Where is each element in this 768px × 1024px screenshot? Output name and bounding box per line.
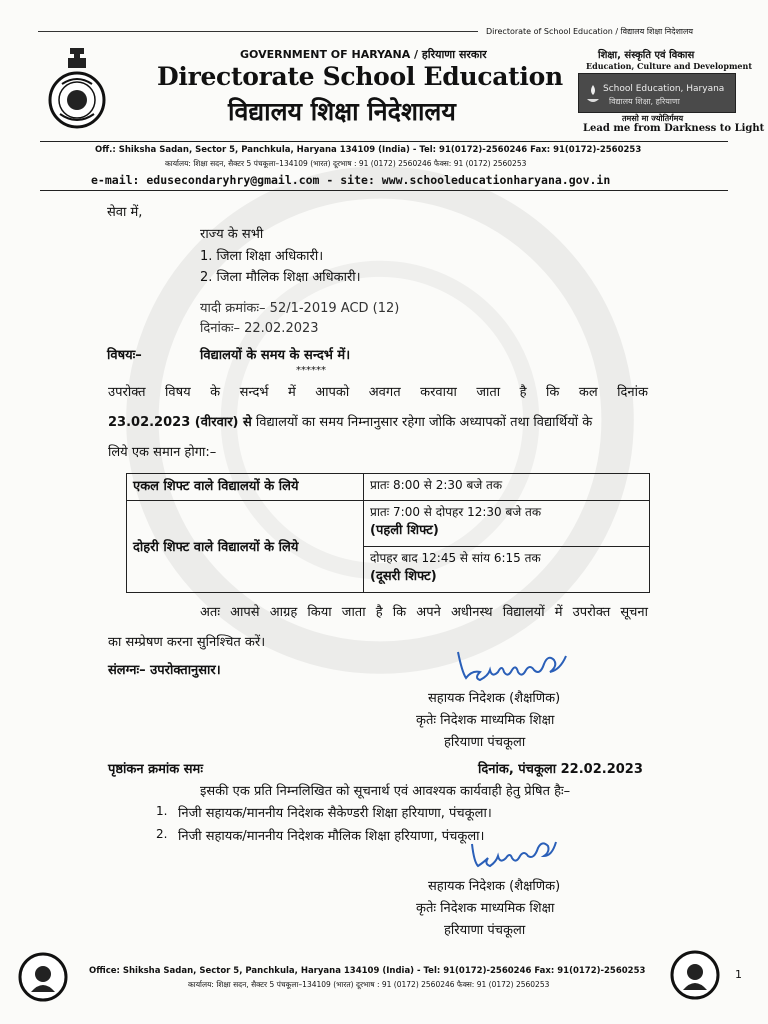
para1-line3: लिये एक समान होगा:– bbox=[108, 445, 217, 460]
footer-address-hi: कार्यालय: शिक्षा सदन, सैक्टर 5 पंचकूला–134109 (भारत) दूरभाष : 91 (0172) 2560246 फैक्स: 91 (0172) 2560253 bbox=[188, 980, 550, 989]
table-row bbox=[127, 500, 650, 546]
government-label: GOVERNMENT OF HARYANA / हरियाणा सरकार bbox=[240, 48, 487, 61]
haryana-emblem bbox=[48, 44, 106, 130]
header-rule-2 bbox=[40, 190, 728, 191]
subject-text: विद्यालयों के समय के सन्दर्भ में। bbox=[200, 348, 351, 363]
single-shift-time: प्रातः 8:00 से 2:30 बजे तक bbox=[364, 474, 650, 501]
copy-item-2: निजी सहायक/माननीय निदेशक मौलिक शिक्षा हरियाणा, पंचकूला। bbox=[178, 829, 485, 844]
recipient-2: 2. जिला मौलिक शिक्षा अधिकारी। bbox=[200, 270, 361, 285]
subject-label: विषयः– bbox=[107, 348, 142, 363]
signatory2-place: हरियाणा पंचकूला bbox=[444, 923, 526, 938]
para2-line2: का सम्प्रेषण करना सुनिश्चित करें। bbox=[108, 635, 266, 650]
signatory-place: हरियाणा पंचकूला bbox=[444, 735, 526, 750]
para1-line2: 23.02.2023 (वीरवार) से विद्यालयों का समय निम्नानुसार रहेगा जोकि अध्यापकों तथा विद्यार्थियों के bbox=[108, 415, 593, 430]
recipient-1: 1. जिला शिक्षा अधिकारी। bbox=[200, 249, 324, 264]
lamp-icon bbox=[583, 81, 603, 105]
stars: ****** bbox=[296, 365, 326, 376]
school-timing-table bbox=[126, 473, 650, 593]
tagline-en: Education, Culture and Development bbox=[586, 61, 753, 71]
page-number: 1 bbox=[735, 968, 742, 981]
signatory-designation: सहायक निदेशक (शैक्षणिक) bbox=[428, 691, 561, 706]
second-shift-label: (दूसरी शिफ्ट) bbox=[370, 568, 437, 584]
signatory2-for: कृतेः निदेशक माध्यमिक शिक्षा bbox=[416, 901, 555, 916]
copy-item-1-number: 1. bbox=[156, 804, 168, 818]
single-shift-label: एकल शिफ्ट वाले विद्यालयों के लिये bbox=[127, 474, 364, 501]
footer-address-en: Office: Shiksha Sadan, Sector 5, Panchkula, Haryana 134109 (India) - Tel: 91(0172)-2560246 Fax: 91(0172)-2560253 bbox=[89, 966, 646, 976]
endorsement-date: दिनांक, पंचकूला 22.02.2023 bbox=[478, 762, 643, 777]
memo-number: यादी क्रमांकः– 52/1-2019 ACD (12) bbox=[200, 301, 400, 316]
top-tag: Directorate of School Education / विद्यालय शिक्षा निदेशालय bbox=[486, 27, 694, 36]
directorate-title-en: Directorate School Education bbox=[157, 62, 563, 91]
recipients-head: राज्य के सभी bbox=[200, 227, 264, 242]
directorate-title-hi: विद्यालय शिक्षा निदेशालय bbox=[228, 97, 456, 126]
para1-line1: उपरोक्त विषय के सन्दर्भ में आपको अवगत करवाया जाता है कि कल दिनांक bbox=[108, 385, 648, 400]
second-shift-time: दोपहर बाद 12:45 से सांय 6:15 तक bbox=[370, 550, 541, 565]
effective-date: 23.02.2023 (वीरवार) से bbox=[108, 415, 252, 430]
email-site-line: e-mail: edusecondaryhry@gmail.com - site: www.schooleducationharyana.gov.in bbox=[91, 173, 611, 187]
motto-hi: तमसो मा ज्योतिर्गमय bbox=[622, 114, 684, 123]
letter-date: दिनांकः– 22.02.2023 bbox=[200, 321, 319, 336]
first-shift-label: (पहली शिफ्ट) bbox=[370, 522, 439, 538]
logo-box-line2: विद्यालय शिक्षा, हरियाणा bbox=[609, 97, 680, 106]
tagline-hi: शिक्षा, संस्कृति एवं विकास bbox=[598, 50, 695, 61]
office-address-hi: कार्यालय: शिक्षा सदन, सैक्टर 5 पंचकूला–134109 (भारत) दूरभाष : 91 (0172) 2560246 फैक्स: 91 (0172) 2560253 bbox=[165, 159, 527, 168]
double-shift-label: दोहरी शिफ्ट वाले विद्यालयों के लिये bbox=[127, 500, 364, 592]
office-address-en: Off.: Shiksha Sadan, Sector 5, Panchkula, Haryana 134109 (India) - Tel: 91(0172)-2560246 Fax: 91(0172)-2560253 bbox=[95, 145, 642, 155]
enclosure: संलग्नः– उपरोक्तानुसार। bbox=[108, 663, 221, 678]
beti-bachao-seal-right bbox=[670, 950, 720, 1000]
para2-line1: अतः आपसे आग्रह किया जाता है कि अपने अधीनस्थ विद्यालयों में उपरोक्त सूचना bbox=[200, 605, 648, 620]
school-education-logo-box bbox=[578, 73, 736, 113]
copy-item-2-number: 2. bbox=[156, 827, 168, 841]
signature-1 bbox=[452, 640, 592, 684]
table-row bbox=[127, 474, 650, 501]
first-shift-time: प्रातः 7:00 से दोपहर 12:30 बजे तक bbox=[370, 504, 542, 519]
second-shift-cell bbox=[364, 546, 650, 592]
header-rule-1 bbox=[40, 141, 728, 142]
signature-2 bbox=[466, 834, 566, 874]
signatory-for: कृतेः निदेशक माध्यमिक शिक्षा bbox=[416, 713, 555, 728]
first-shift-cell bbox=[364, 500, 650, 546]
copy-item-1: निजी सहायक/माननीय निदेशक सैकेण्डरी शिक्षा हरियाणा, पंचकूला। bbox=[178, 806, 492, 821]
logo-box-line1: School Education, Haryana bbox=[603, 84, 725, 94]
beti-bachao-seal-left bbox=[18, 952, 68, 1002]
copy-forward-line: इसकी एक प्रति निम्नलिखित को सूचनार्थ एवं आवश्यक कार्यवाही हेतु प्रेषित हैः– bbox=[200, 784, 571, 799]
top-rule bbox=[38, 31, 478, 32]
signatory2-designation: सहायक निदेशक (शैक्षणिक) bbox=[428, 879, 561, 894]
motto-en: Lead me from Darkness to Light bbox=[583, 123, 765, 134]
salutation: सेवा में, bbox=[107, 205, 143, 220]
endorsement-label: पृष्ठांकन क्रमांक समः bbox=[108, 762, 203, 777]
